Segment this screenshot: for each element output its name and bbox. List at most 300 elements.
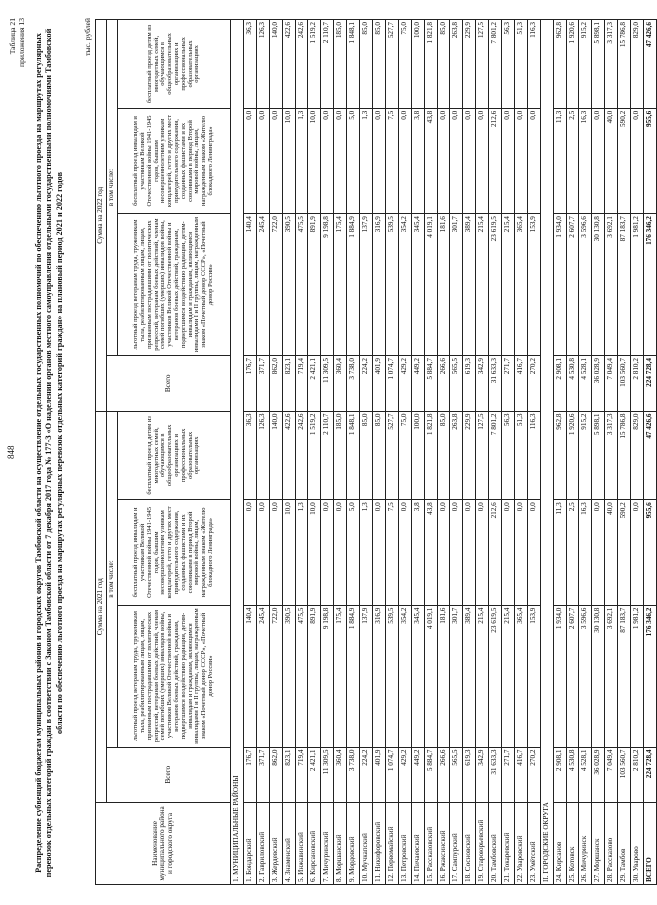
cell-2022-total: 3 738,0 (347, 356, 360, 411)
cell-2022-b: 0,0 (398, 108, 411, 213)
cell-2022-c: 127,5 (476, 20, 489, 109)
cell-2021-c: 51,3 (514, 411, 527, 500)
cell-2021-b: 0,0 (437, 500, 450, 605)
cell-2022-total: 719,4 (295, 356, 308, 411)
table-row (579, 20, 592, 885)
cell-2021-c: 127,5 (476, 411, 489, 500)
cell-2022-total: 401,9 (372, 356, 385, 411)
cell-2022-total: 342,9 (476, 356, 489, 411)
header-col-c-2022: бесплатный проезд детям из многодетных семей, обучающимся в общеобразовательных организациях и профессиональных образовательных организациях (118, 20, 231, 109)
page-number: 848 (6, 445, 16, 459)
cell-2022-c: 140,0 (269, 20, 282, 109)
cell-2022-a: 891,9 (308, 214, 321, 356)
cell-2022-a: 301,7 (450, 214, 463, 356)
cell-2021-b: 0,0 (398, 500, 411, 605)
table-row (476, 20, 489, 885)
cell-2021-b: 0,0 (592, 500, 605, 605)
row-name: 19. Староюрьевский (476, 802, 489, 884)
cell-2022-total: 271,7 (502, 356, 515, 411)
cell-2021-a: 153,9 (527, 605, 540, 747)
cell-2022-b: 212,6 (489, 108, 502, 213)
cell-2021-total: 2 421,1 (308, 747, 321, 802)
cell-2022-a: 140,4 (243, 214, 256, 356)
cell-2022-a: 389,4 (463, 214, 476, 356)
cell-2021-a: 87 183,7 (618, 605, 631, 747)
cell-2021-b: 0,0 (450, 500, 463, 605)
cell-2021-total: 719,4 (295, 747, 308, 802)
cell-2022-total: 4 530,8 (566, 356, 579, 411)
cell-2022-total: 1 074,7 (385, 356, 398, 411)
cell-2022-b: 2,5 (566, 108, 579, 213)
cell-2022-b: 11,3 (553, 108, 566, 213)
cell-2021-total: 224,2 (360, 747, 373, 802)
cell-2022-total: 371,7 (256, 356, 269, 411)
row-name: 6. Кирсановский (308, 802, 321, 884)
table-row (347, 20, 360, 885)
table-row (360, 20, 373, 885)
header-name: Наименование муниципального района и городского округа (96, 802, 231, 884)
table-row (618, 20, 631, 885)
cell-2021-b: 212,6 (489, 500, 502, 605)
cell-2021-b: 1,3 (360, 500, 373, 605)
header-col-a-2022: льготный проезд ветеранам труда, труженикам тыла, реабилитированным лицам, лицам, признанным пострадавшими от политических репрессий, ветеранам боевых действий, членам семей погибших (умерших) инвалидов войны, участников Великой Отечественной войны и ветеранов боевых действий, гражданам, подвергшимся воздействию радиации, детям-инвалидам и гражданам, являющимся инвалидами I и II группы, лицам, награжденным знаком «Почетный донор СССР», «Почетный донор России» (118, 214, 231, 356)
document-title: Распределение субвенций бюджетам муниципальных районов и городских округов Тамбовской области на осуществление отдельных государственных полномочий по обеспечению льготного проезда на маршрутах регулярных перевозок отдельных категорий граждан в соответствии с Законом Тамбовской области от 7 декабря 2017 года № 177-З «О наделении органов местного самоуправления отдельными государственными полномочиями Тамбовской области по обеспечению льготного проезда на маршрутах регулярных перевозок отдельных категорий граждан» на плановый период 2021 и 2022 годов (34, 28, 64, 878)
cell-2022-c: 36,3 (243, 20, 256, 109)
cell-2021-a: 891,9 (308, 605, 321, 747)
cell-2021-b: 0,0 (334, 500, 347, 605)
cell-2022-a: 539,5 (385, 214, 398, 356)
table-row (385, 20, 398, 885)
cell-2021-total: 449,2 (411, 747, 424, 802)
table-row (450, 20, 463, 885)
cell-2021-c: 229,9 (463, 411, 476, 500)
table-row (269, 20, 282, 885)
cell-2021-c: 1 848,1 (347, 411, 360, 500)
table-row (605, 20, 618, 885)
cell-2022-c: 1 848,1 (347, 20, 360, 109)
cell-2022-total: 2 421,1 (308, 356, 321, 411)
cell-2022-a: 4 019,1 (424, 214, 437, 356)
cell-2022-a: 215,4 (502, 214, 515, 356)
cell-2022-a: 153,9 (527, 214, 540, 356)
cell-2021-b: 7,5 (385, 500, 398, 605)
table-row (321, 20, 334, 885)
cell-2022-b: 0,0 (502, 108, 515, 213)
cell-2021-c: 5 898,1 (592, 411, 605, 500)
section-cities (540, 20, 553, 885)
cell-2021-b: 10,0 (282, 500, 295, 605)
cell-2022-c: 15 786,8 (618, 20, 631, 109)
cell-2022-total: 823,1 (282, 356, 295, 411)
cell-2021-c: 242,6 (295, 411, 308, 500)
row-name: 24. Кирсанов (553, 802, 566, 884)
cell-2022-total: 266,6 (437, 356, 450, 411)
cell-2021-a: 140,4 (243, 605, 256, 747)
cell-2022-total: 416,7 (514, 356, 527, 411)
cell-2022-c: 7 801,2 (489, 20, 502, 109)
cell-2022-c: 2 110,7 (321, 20, 334, 109)
cell-2022-b: 43,8 (424, 108, 437, 213)
cell-2021-a: 345,4 (411, 605, 424, 747)
row-name: 21. Токаревский (502, 802, 515, 884)
cell-2021-b: 0,0 (463, 500, 476, 605)
cell-2021-b: 590,2 (618, 500, 631, 605)
section-districts (231, 20, 244, 885)
cell-2022-a: 176 346,2 (644, 214, 657, 356)
row-name: 17. Сампурский (450, 802, 463, 884)
cell-2022-b: 0,0 (631, 108, 644, 213)
cell-2022-a: 215,4 (476, 214, 489, 356)
cell-2021-a: 181,6 (437, 605, 450, 747)
cell-2021-c: 36,3 (243, 411, 256, 500)
cell-2022-total: 224,2 (360, 356, 373, 411)
table-row (295, 20, 308, 885)
cell-2021-a: 9 198,8 (321, 605, 334, 747)
cell-2021-b: 0,0 (527, 500, 540, 605)
cell-2022-b: 10,0 (282, 108, 295, 213)
cell-2022-b: 0,0 (514, 108, 527, 213)
cell-2021-a: 539,5 (385, 605, 398, 747)
section-label: II. ГОРОДСКИЕ ОКРУГА (540, 20, 553, 885)
appendix-table-number: Таблица 21 (8, 18, 17, 55)
cell-2021-a: 215,4 (476, 605, 489, 747)
cell-2021-b: 11,3 (553, 500, 566, 605)
cell-2022-b: 0,0 (476, 108, 489, 213)
cell-2021-a: 23 619,5 (489, 605, 502, 747)
cell-2022-b: 0,0 (334, 108, 347, 213)
row-name: 10. Мучкапский (360, 802, 373, 884)
cell-2022-a: 345,4 (411, 214, 424, 356)
cell-2022-b: 40,0 (605, 108, 618, 213)
table-body (231, 20, 657, 885)
cell-2021-total: 36 028,9 (592, 747, 605, 802)
cell-2021-a: 301,7 (450, 605, 463, 747)
appendix-name: приложения 13 (17, 18, 27, 67)
unit-label: тыс. рублей (83, 18, 92, 56)
cell-2021-c: 527,7 (385, 411, 398, 500)
row-name: 29. Тамбов (618, 802, 631, 884)
cell-2021-b: 0,0 (269, 500, 282, 605)
cell-2022-a: 365,4 (514, 214, 527, 356)
cell-2022-total: 270,2 (527, 356, 540, 411)
cell-2021-total: 266,6 (437, 747, 450, 802)
cell-2021-c: 263,8 (450, 411, 463, 500)
cell-2021-c: 116,3 (527, 411, 540, 500)
header-total-2022: Всего (107, 356, 231, 411)
table-row (514, 20, 527, 885)
row-name: 4. Знаменский (282, 802, 295, 884)
cell-2021-b: 0,0 (372, 500, 385, 605)
cell-2022-a: 175,4 (334, 214, 347, 356)
table-row (308, 20, 321, 885)
cell-2021-b: 1,3 (295, 500, 308, 605)
cell-2021-a: 175,4 (334, 605, 347, 747)
cell-2021-c: 185,0 (334, 411, 347, 500)
cell-2022-c: 5 898,1 (592, 20, 605, 109)
cell-2021-a: 176 346,2 (644, 605, 657, 747)
cell-2021-c: 100,0 (411, 411, 424, 500)
cell-2022-c: 229,9 (463, 20, 476, 109)
cell-2021-a: 390,5 (282, 605, 295, 747)
cell-2022-a: 475,5 (295, 214, 308, 356)
row-name: 9. Мордовский (347, 802, 360, 884)
cell-2022-b: 0,0 (256, 108, 269, 213)
row-name: 23. Умётский (527, 802, 540, 884)
cell-2022-a: 245,4 (256, 214, 269, 356)
cell-2022-c: 51,3 (514, 20, 527, 109)
appendix-reference (8, 18, 27, 67)
cell-2022-a: 9 198,8 (321, 214, 334, 356)
table-row (334, 20, 347, 885)
cell-2022-total: 7 049,4 (605, 356, 618, 411)
cell-2022-c: 263,8 (450, 20, 463, 109)
table-row (411, 20, 424, 885)
table-row (502, 20, 515, 885)
cell-2022-a: 23 619,5 (489, 214, 502, 356)
table-row (256, 20, 269, 885)
cell-2022-total: 619,3 (463, 356, 476, 411)
table-row (282, 20, 295, 885)
cell-2022-total: 2 810,2 (631, 356, 644, 411)
cell-2022-b: 5,0 (347, 108, 360, 213)
row-name: 15. Рассказовский (424, 802, 437, 884)
row-name: 18. Сосновский (463, 802, 476, 884)
row-name: 26. Мичуринск (579, 802, 592, 884)
cell-2021-c: 75,0 (398, 411, 411, 500)
cell-2021-c: 829,0 (631, 411, 644, 500)
cell-2021-a: 389,4 (463, 605, 476, 747)
cell-2022-a: 390,5 (282, 214, 295, 356)
cell-2021-a: 365,4 (514, 605, 527, 747)
cell-2021-c: 2 110,7 (321, 411, 334, 500)
cell-2021-total: 5 884,7 (424, 747, 437, 802)
table-row (592, 20, 605, 885)
cell-2021-b: 40,0 (605, 500, 618, 605)
cell-2021-a: 30 130,8 (592, 605, 605, 747)
cell-2022-a: 1 934,0 (553, 214, 566, 356)
cell-2022-b: 7,5 (385, 108, 398, 213)
header-col-c-2021: бесплатный проезд детям из многодетных семей, обучающимся в общеобразовательных организациях и профессиональных образовательных организациях (118, 411, 231, 500)
cell-2021-total: 371,7 (256, 747, 269, 802)
cell-2021-total: 103 560,7 (618, 747, 631, 802)
cell-2021-a: 475,5 (295, 605, 308, 747)
cell-2021-b: 43,8 (424, 500, 437, 605)
cell-2022-total: 565,5 (450, 356, 463, 411)
cell-2022-c: 85,0 (437, 20, 450, 109)
cell-2022-c: 75,0 (398, 20, 411, 109)
cell-2021-total: 176,7 (243, 747, 256, 802)
table-row (489, 20, 502, 885)
cell-2021-total: 360,4 (334, 747, 347, 802)
cell-2022-c: 47 426,6 (644, 20, 657, 109)
cell-2022-c: 962,8 (553, 20, 566, 109)
row-name: 13. Петровский (398, 802, 411, 884)
cell-2022-a: 354,2 (398, 214, 411, 356)
cell-2022-a: 30 130,8 (592, 214, 605, 356)
total-row (644, 20, 657, 885)
row-name: 30. Уварово (631, 802, 644, 884)
cell-2021-a: 1 934,0 (553, 605, 566, 747)
cell-2022-b: 0,0 (527, 108, 540, 213)
header-col-b-2021: бесплатный проезд инвалидам и участникам Великой Отечественной войны 1941-1945 годов, бывшим несовершеннолетним узникам концлагерей, гетто и других мест принудительного содержания, созданных фашистами и их союзниками в период Второй мировой войны, лицам, награжденным знаком «Жителю блокадного Ленинграда» (118, 500, 231, 605)
header-sum-2021: Сумма на 2021 год (96, 411, 107, 802)
row-name: 22. Уваровский (514, 802, 527, 884)
cell-2021-b: 10,0 (308, 500, 321, 605)
cell-2022-b: 1,3 (360, 108, 373, 213)
cell-2022-a: 3 596,6 (579, 214, 592, 356)
cell-2022-total: 5 884,7 (424, 356, 437, 411)
cell-2021-b: 16,3 (579, 500, 592, 605)
header-total-2021: Всего (107, 747, 231, 802)
cell-2022-c: 527,7 (385, 20, 398, 109)
cell-2022-total: 2 908,1 (553, 356, 566, 411)
cell-2021-b: 0,0 (321, 500, 334, 605)
cell-2022-a: 316,9 (372, 214, 385, 356)
cell-2022-b: 0,0 (437, 108, 450, 213)
cell-2021-b: 0,0 (476, 500, 489, 605)
cell-2022-b: 0,0 (463, 108, 476, 213)
cell-2021-c: 15 786,8 (618, 411, 631, 500)
header-incl-2022: в том числе: (107, 20, 118, 356)
cell-2021-c: 3 317,3 (605, 411, 618, 500)
cell-2022-a: 181,6 (437, 214, 450, 356)
cell-2021-c: 47 426,6 (644, 411, 657, 500)
cell-2022-c: 915,2 (579, 20, 592, 109)
cell-2021-total: 862,0 (269, 747, 282, 802)
cell-2021-b: 955,6 (644, 500, 657, 605)
cell-2022-c: 242,6 (295, 20, 308, 109)
cell-2022-b: 0,0 (243, 108, 256, 213)
row-name: 5. Инжавинский (295, 802, 308, 884)
cell-2022-b: 0,0 (592, 108, 605, 213)
cell-2022-b: 590,2 (618, 108, 631, 213)
cell-2021-a: 316,9 (372, 605, 385, 747)
cell-2022-c: 85,0 (372, 20, 385, 109)
cell-2022-c: 1 821,8 (424, 20, 437, 109)
cell-2021-total: 4 528,1 (579, 747, 592, 802)
row-name: 3. Жердевский (269, 802, 282, 884)
cell-2022-b: 0,0 (372, 108, 385, 213)
cell-2022-total: 4 528,1 (579, 356, 592, 411)
cell-2022-c: 3 317,3 (605, 20, 618, 109)
table-row (566, 20, 579, 885)
cell-2021-c: 1 519,2 (308, 411, 321, 500)
cell-2021-a: 1 884,9 (347, 605, 360, 747)
subvention-table (95, 19, 657, 885)
cell-2022-total: 176,7 (243, 356, 256, 411)
cell-2021-b: 0,0 (256, 500, 269, 605)
cell-2022-total: 449,2 (411, 356, 424, 411)
cell-2021-c: 140,0 (269, 411, 282, 500)
cell-2021-c: 1 821,8 (424, 411, 437, 500)
cell-2022-a: 87 183,7 (618, 214, 631, 356)
table-row (243, 20, 256, 885)
cell-2022-b: 0,0 (269, 108, 282, 213)
cell-2021-total: 1 074,7 (385, 747, 398, 802)
cell-2021-total: 270,2 (527, 747, 540, 802)
row-name: 12. Первомайский (385, 802, 398, 884)
cell-2021-total: 31 633,3 (489, 747, 502, 802)
cell-2021-a: 722,0 (269, 605, 282, 747)
row-name: 27. Моршанск (592, 802, 605, 884)
cell-2022-b: 1,3 (295, 108, 308, 213)
row-name: 16. Ржаксинский (437, 802, 450, 884)
cell-2021-b: 0,0 (502, 500, 515, 605)
cell-2021-total: 4 530,8 (566, 747, 579, 802)
cell-2021-c: 85,0 (372, 411, 385, 500)
cell-2021-b: 3,8 (411, 500, 424, 605)
cell-2021-total: 271,7 (502, 747, 515, 802)
table-row (463, 20, 476, 885)
table-row (553, 20, 566, 885)
cell-2022-c: 1 920,6 (566, 20, 579, 109)
cell-2022-total: 11 309,5 (321, 356, 334, 411)
row-name: 2. Гавриловский (256, 802, 269, 884)
cell-2021-b: 0,0 (631, 500, 644, 605)
cell-2022-b: 10,0 (308, 108, 321, 213)
cell-2021-total: 565,5 (450, 747, 463, 802)
cell-2021-c: 915,2 (579, 411, 592, 500)
cell-2022-total: 224 728,4 (644, 356, 657, 411)
cell-2022-c: 126,3 (256, 20, 269, 109)
cell-2022-total: 360,4 (334, 356, 347, 411)
cell-2021-c: 422,6 (282, 411, 295, 500)
cell-2022-a: 3 692,1 (605, 214, 618, 356)
cell-2022-total: 429,2 (398, 356, 411, 411)
cell-2022-total: 31 633,3 (489, 356, 502, 411)
cell-2021-a: 245,4 (256, 605, 269, 747)
cell-2021-b: 0,0 (243, 500, 256, 605)
header-sum-2022: Сумма на 2022 год (96, 20, 107, 412)
cell-2021-a: 3 692,1 (605, 605, 618, 747)
cell-2021-a: 3 596,6 (579, 605, 592, 747)
cell-2022-c: 56,3 (502, 20, 515, 109)
cell-2022-b: 0,0 (450, 108, 463, 213)
header-col-a-2021: льготный проезд ветеранам труда, труженикам тыла, реабилитированным лицам, лицам, признанным пострадавшими от политических репрессий, ветеранам боевых действий, членам семей погибших (умерших) инвалидов войны, участников Великой Отечественной войны и ветеранов боевых действий, гражданам, подвергшимся воздействию радиации, детям-инвалидам и гражданам, являющимся инвалидами I и II группы, лицам, награжденным знаком «Почетный донор СССР», «Почетный донор России» (118, 605, 231, 747)
cell-2021-c: 56,3 (502, 411, 515, 500)
row-name: 20. Тамбовский (489, 802, 502, 884)
cell-2022-c: 185,0 (334, 20, 347, 109)
cell-2022-a: 2 607,7 (566, 214, 579, 356)
cell-2022-total: 862,0 (269, 356, 282, 411)
table-row (631, 20, 644, 885)
section-label: 1. МУНИЦИПАЛЬНЫЕ РАЙОНЫ (231, 20, 244, 885)
cell-2021-total: 401,9 (372, 747, 385, 802)
cell-2022-a: 137,9 (360, 214, 373, 356)
cell-2022-a: 1 884,9 (347, 214, 360, 356)
table-row (424, 20, 437, 885)
cell-2022-total: 36 028,9 (592, 356, 605, 411)
cell-2021-c: 1 920,6 (566, 411, 579, 500)
row-name: 14. Пичаевский (411, 802, 424, 884)
row-name: 25. Котовск (566, 802, 579, 884)
cell-2022-total: 103 560,7 (618, 356, 631, 411)
cell-2021-a: 1 981,2 (631, 605, 644, 747)
cell-2022-b: 3,8 (411, 108, 424, 213)
cell-2021-c: 126,3 (256, 411, 269, 500)
row-name: 11. Никифоровский (372, 802, 385, 884)
cell-2021-total: 823,1 (282, 747, 295, 802)
cell-2022-c: 829,0 (631, 20, 644, 109)
cell-2021-total: 429,2 (398, 747, 411, 802)
cell-2022-c: 422,6 (282, 20, 295, 109)
cell-2021-c: 85,0 (360, 411, 373, 500)
cell-2021-total: 2 908,1 (553, 747, 566, 802)
cell-2021-a: 2 607,7 (566, 605, 579, 747)
cell-2022-c: 116,3 (527, 20, 540, 109)
cell-2021-a: 215,4 (502, 605, 515, 747)
cell-2021-total: 3 738,0 (347, 747, 360, 802)
